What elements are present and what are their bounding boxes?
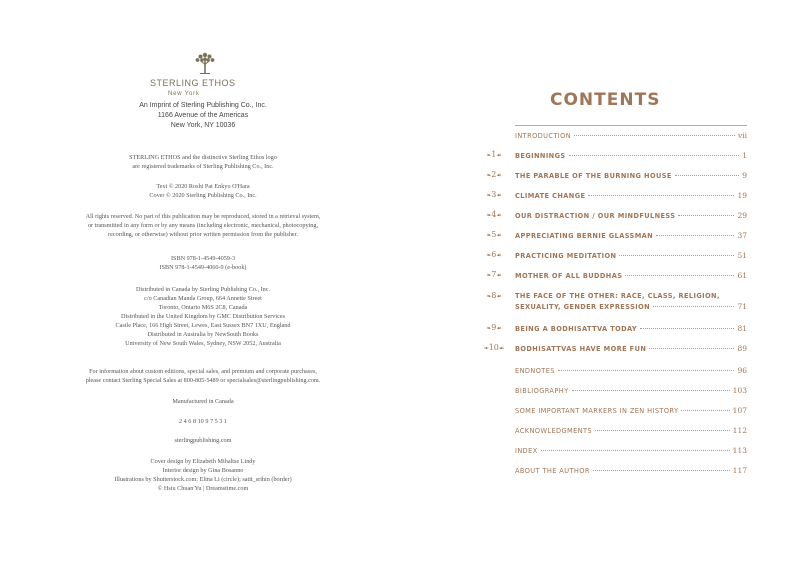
chapter-number-label: 5 (491, 230, 497, 239)
toc-page-number: 51 (737, 251, 747, 260)
chapter-number-label: 2 (491, 170, 497, 179)
print-line (48, 417, 358, 426)
imprint-line: New York, NY 10036 (170, 122, 236, 129)
dot-leader (574, 135, 735, 136)
chapter-number (477, 170, 511, 179)
isbn-line: ISBN 978-1-4549-4060-9 (e-book) (159, 264, 247, 271)
chapter-number-label: 10 (488, 343, 499, 352)
page-title: CONTENTS (550, 90, 661, 110)
toc-page-number: 89 (737, 344, 747, 353)
ornament-icon: ☙ (496, 272, 502, 279)
dot-leader (569, 155, 740, 156)
chapter-number-label: 3 (491, 190, 497, 199)
toc-page-number: vii (737, 131, 747, 140)
toc-entry[interactable] (515, 324, 747, 334)
copyright-notice (48, 182, 358, 200)
rights-notice (48, 212, 358, 239)
text-line: Toronto, Ontario M6S 2C8, Canada (158, 304, 248, 311)
toc-entry-title: BEING A BODHISATTVA TODAY (515, 325, 638, 333)
dot-leader (656, 235, 734, 236)
toc-entry-title: INTRODUCTION (515, 132, 572, 140)
text-line: Distributed in the United Kingdom by GMC Distribution Services (121, 313, 285, 320)
toc-entry-title: ABOUT THE AUTHOR (515, 467, 590, 475)
text-line: Cover © 2020 Sterling Publishing Co., Inc. (149, 192, 257, 199)
toc-entry[interactable] (515, 211, 747, 221)
toc-page-number: 1 (742, 151, 747, 160)
toc-entry-title: BIBLIOGRAPHY (515, 387, 569, 395)
dot-leader (558, 370, 735, 371)
toc-entry-title: THE PARABLE OF THE BURNING HOUSE (515, 172, 672, 180)
text-line: © Hsiu Chuan Yu | Dreamstime.com (157, 485, 249, 492)
chapter-number-label: 4 (491, 210, 497, 219)
toc-entry-title: INDEX (515, 447, 538, 455)
ornament-icon: ❧ (486, 172, 492, 179)
dot-leader (625, 275, 734, 276)
ornament-icon: ❧ (486, 293, 492, 300)
toc-entry-title: ACKNOWLEDGMENTS (515, 427, 592, 435)
imprint-line: 1166 Avenue of the Americas (157, 112, 249, 119)
design-credits (48, 457, 358, 493)
toc-entry[interactable] (515, 466, 747, 476)
toc-page-number: 71 (737, 302, 747, 311)
toc-entry[interactable] (515, 271, 747, 281)
chapter-number-label: 9 (491, 323, 497, 332)
dot-leader (588, 195, 734, 196)
ornament-icon: ☙ (496, 192, 502, 199)
toc-entry-title: ENDNOTES (515, 367, 555, 375)
ornament-icon: ☙ (496, 232, 502, 239)
toc-entry-title: OUR DISTRACTION / OUR MINDFULNESS (515, 212, 676, 220)
toc-entry-title: SEXUALITY, GENDER EXPRESSION (515, 303, 650, 311)
toc-entry[interactable] (515, 151, 747, 161)
ornament-icon: ☙ (498, 345, 505, 352)
text-line: For information about custom editions, special sales, and premium and corporate purchases, (89, 368, 317, 375)
chapter-number-label: 8 (491, 291, 497, 300)
ornament-icon: ❧ (486, 252, 492, 259)
toc-entry[interactable] (515, 231, 747, 241)
imprint-line: An Imprint of Sterling Publishing Co., Inc. (139, 102, 267, 109)
dot-leader (593, 470, 730, 471)
dot-leader (595, 430, 730, 431)
text-line: recording, or otherwise) without prior written permission from the publisher. (108, 231, 298, 238)
chapter-number (477, 190, 511, 199)
toc-entry-title: MOTHER OF ALL BUDDHAS (515, 272, 623, 280)
dot-leader (572, 390, 730, 391)
ornament-icon: ☙ (496, 325, 502, 332)
chapter-number-label: 7 (491, 270, 497, 279)
chapter-number (477, 150, 511, 159)
toc-entry[interactable] (515, 344, 747, 354)
toc-page-number: 81 (737, 324, 747, 333)
text-line: are registered trademarks of Sterling Publishing Co., Inc. (132, 163, 274, 170)
sales-info (48, 367, 358, 385)
dot-leader (653, 306, 734, 307)
toc-entry-title: BEGINNINGS (515, 152, 566, 160)
ornament-icon: ❧ (486, 152, 492, 159)
dot-leader (681, 410, 729, 411)
dot-leader (541, 450, 730, 451)
toc-page-number: 61 (737, 271, 747, 280)
ornament-icon: ☙ (496, 293, 502, 300)
text-line: 2 4 6 8 10 9 7 5 3 1 (179, 418, 227, 425)
dot-leader (678, 215, 734, 216)
chapter-number (477, 270, 511, 279)
text-line: Interior design by Gina Bosanno (162, 467, 244, 474)
imprint-address (88, 101, 318, 131)
text-line: Manufactured in Canada (172, 398, 234, 405)
toc-entry-title: APPRECIATING BERNIE GLASSMAN (515, 232, 654, 240)
toc-entry[interactable] (515, 446, 747, 456)
publisher-logo (140, 50, 270, 76)
text-line: Distributed in Canada by Sterling Publishing Co., Inc. (135, 286, 271, 293)
toc-page-number: 29 (737, 211, 747, 220)
toc-entry-title: BODHISATTVAS HAVE MORE FUN (515, 345, 647, 353)
chapter-number (477, 343, 511, 352)
toc-entry[interactable] (515, 426, 747, 436)
manufactured-line (48, 397, 358, 406)
ornament-icon: ❧ (486, 192, 492, 199)
toc-page-number: 9 (742, 171, 747, 180)
text-line: Distributed in Australia by NewSouth Books (147, 331, 259, 338)
ornament-icon: ☙ (496, 172, 502, 179)
isbn-block (48, 254, 358, 272)
text-line: c/o Canadian Manda Group, 664 Annette Street (144, 295, 262, 302)
toc-entry[interactable] (515, 406, 747, 416)
website-line (48, 436, 358, 445)
text-line: University of New South Wales, Sydney, NSW 2052, Australia (125, 340, 281, 347)
text-line: STERLING ETHOS and the distinctive Sterling Ethos logo (129, 154, 277, 161)
toc-page-number: 112 (732, 426, 747, 435)
toc-page-number: 96 (737, 366, 747, 375)
text-line: sterlingpublishing.com (174, 437, 232, 444)
toc-page-number: 37 (737, 231, 747, 240)
ornament-icon: ❧ (483, 345, 489, 352)
dot-leader (640, 328, 734, 329)
toc-entry-title: THE FACE OF THE OTHER: RACE, CLASS, RELIGION, (515, 292, 720, 300)
brand-name: STERLING ETHOS (150, 78, 236, 88)
toc-page-number: 113 (732, 446, 747, 455)
toc-page-number: 19 (737, 191, 747, 200)
toc-page-number: 117 (732, 466, 747, 475)
distribution-notice (48, 285, 358, 348)
text-line: Castle Place, 166 High Street, Lewes, East Sussex BN7 1XU, England (115, 322, 291, 329)
ornament-icon: ☙ (496, 152, 502, 159)
text-line: All rights reserved. No part of this publication may be reproduced, stored in a retrieval system, (85, 213, 321, 220)
trademark-notice (48, 153, 358, 171)
chapter-number (477, 250, 511, 259)
chapter-number (477, 230, 511, 239)
chapter-number (477, 323, 511, 332)
brand-city: New York (168, 91, 200, 97)
dot-leader (619, 255, 734, 256)
chapter-number (477, 210, 511, 219)
dot-leader (649, 348, 734, 349)
toc-entry[interactable] (515, 131, 747, 141)
title-divider (515, 125, 747, 126)
chapter-number-label: 6 (491, 250, 497, 259)
toc-entry[interactable] (515, 171, 747, 181)
contents-page (405, 0, 810, 567)
ornament-icon: ❧ (486, 325, 492, 332)
toc-entry-title: CLIMATE CHANGE (515, 192, 586, 200)
toc-entry[interactable] (515, 386, 747, 396)
text-line: Cover design by Elizabeth Mihaltse Lindy (150, 458, 256, 465)
text-line: Text © 2020 Roshi Pat Enkyo O'Hara (156, 183, 250, 190)
chapter-number-label: 1 (491, 150, 497, 159)
toc-entry[interactable] (515, 292, 747, 312)
text-line: Illustrations by Shutterstock.com: Elina Li (circle); satit_srihin (border) (114, 476, 292, 483)
toc-entry[interactable] (515, 191, 747, 201)
text-line: or transmitted in any form or by any means (including electronic, mechanical, photocopying, (87, 222, 319, 229)
toc-page-number: 107 (732, 406, 747, 415)
tree-icon (192, 50, 218, 76)
toc-page-number: 103 (732, 386, 747, 395)
ornament-icon: ☙ (496, 252, 502, 259)
toc-entry-title: SOME IMPORTANT MARKERS IN ZEN HISTORY (515, 407, 679, 415)
toc-entry[interactable] (515, 366, 747, 376)
toc-entry[interactable] (515, 251, 747, 261)
ornament-icon: ❧ (486, 212, 492, 219)
ornament-icon: ❧ (486, 232, 492, 239)
ornament-icon: ❧ (486, 272, 492, 279)
text-line: please contact Sterling Special Sales at 800-805-5489 or specialsales@sterlingpublishing.com. (85, 377, 321, 384)
toc-entry-title: PRACTICING MEDITATION (515, 252, 617, 260)
isbn-line: ISBN 978-1-4549-4059-3 (170, 255, 236, 262)
chapter-number (477, 291, 511, 300)
dot-leader (675, 175, 739, 176)
ornament-icon: ☙ (496, 212, 502, 219)
